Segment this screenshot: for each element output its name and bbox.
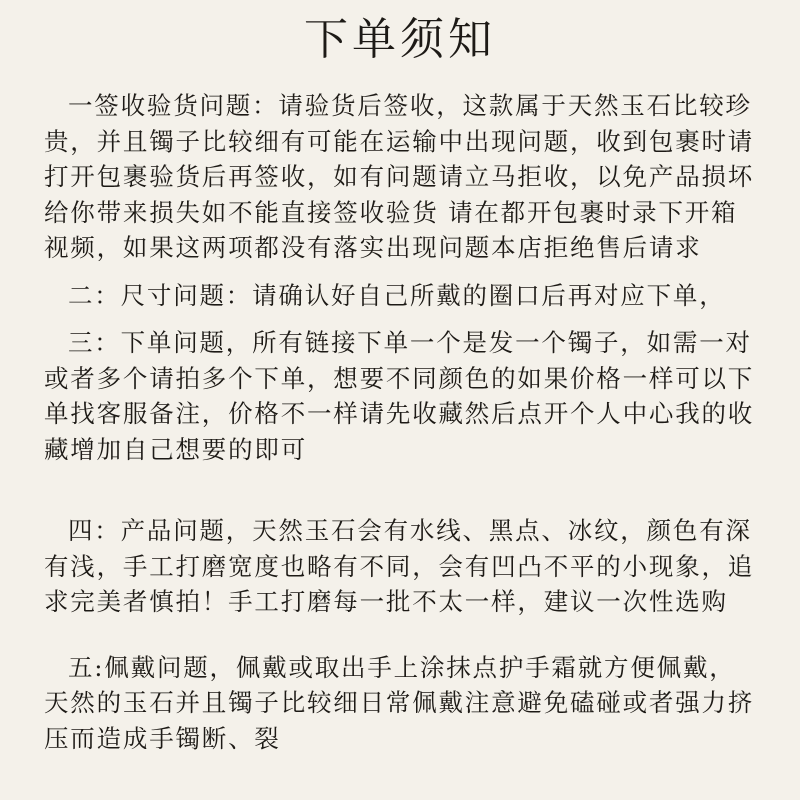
section-product: 四：产品问题，天然玉石会有水线、黑点、冰纹，颜色有深有浅，手工打磨宽度也略有不同，会有凹凸不平的小现象，追求完美者慎拍！手工打磨每一批不太一样，建议一次性选购 bbox=[44, 516, 755, 616]
section-receipt-inspection: 一签收验货问题：请验货后签收，这款属于天然玉石比较珍贵，并且镯子比较细有可能在运输中出现问题，收到包裹时请打开包裹验货后再签收，如有问题请立马拒收，以免产品损坏给你带来损失如不能直接签收验货 请在都开包裹时录下开箱视频，如果这两项都没有落实出现问题本店拒绝售后请求 bbox=[44, 91, 755, 262]
section-ordering: 三：下单问题，所有链接下单一个是发一个镯子，如需一对或者多个请拍多个下单，想要不同颜色的如果价格一样可以下单找客服备注，价格不一样请先收藏然后点开个人中心我的收藏增加自己想要的即可 bbox=[44, 328, 755, 464]
page-title: 下单须知 bbox=[304, 14, 496, 65]
section-size: 二：尺寸问题：请确认好自己所戴的圈口后再对应下单， bbox=[68, 280, 726, 310]
section-wearing: 五:佩戴问题，佩戴或取出手上涂抹点护手霜就方便佩戴，天然的玉石并且镯子比较细日常佩戴注意避免磕碰或者强力挤压而造成手镯断、裂 bbox=[44, 652, 755, 753]
